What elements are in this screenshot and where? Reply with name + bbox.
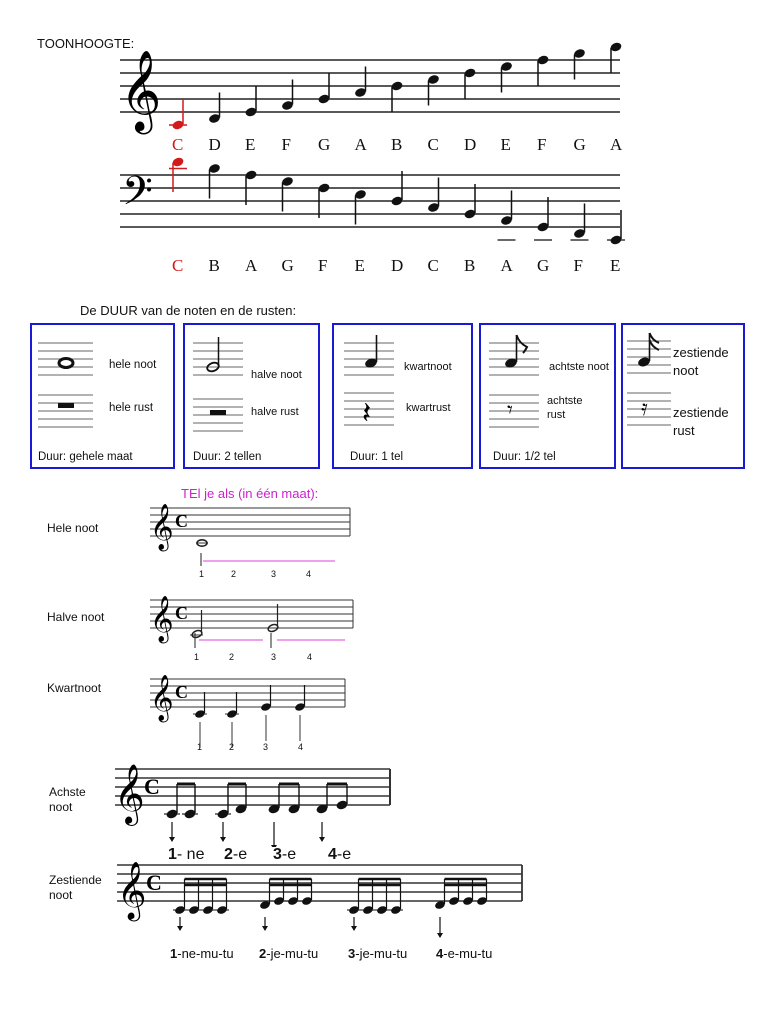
treble-note-name: A — [354, 135, 367, 154]
treble-note-name: C — [172, 135, 184, 154]
duration-box-sixteenth — [621, 323, 745, 469]
treble-note — [463, 67, 476, 99]
row-label-quarter: Kwartnoot — [47, 681, 102, 695]
bass-note-name: E — [610, 256, 621, 275]
bass-note — [317, 182, 330, 218]
sixteenth-note-label-2: noot — [673, 363, 699, 378]
bass-note — [244, 169, 257, 205]
counting-title: TEl je als (in één maat): — [181, 486, 319, 501]
bass-note — [498, 191, 516, 241]
sixteenth-rest-label-1: zestiende — [673, 405, 729, 420]
common-time-icon: C — [144, 774, 160, 799]
bass-note — [571, 204, 589, 241]
count-number: 1 — [199, 569, 205, 579]
eighth-note-label: achtste noot — [549, 361, 609, 373]
bass-note — [427, 178, 440, 214]
row-label-eighth-2: noot — [49, 800, 73, 814]
half-rest-label: halve rust — [251, 406, 299, 418]
bass-note — [607, 210, 625, 246]
eighth-rest-label-1: achtste — [547, 395, 583, 407]
sixteenth-rest-label-2: rust — [673, 423, 695, 438]
treble-clef-icon: 𝄞 — [150, 675, 174, 720]
bass-note-name: G — [281, 256, 294, 275]
eighth-note-pair — [215, 784, 248, 842]
sixteenth-note-group — [434, 879, 488, 938]
bass-note-name: F — [318, 256, 328, 275]
bass-note-name: C — [427, 256, 439, 275]
treble-note-name: A — [610, 135, 623, 154]
treble-clef-icon: 𝄞 — [150, 596, 174, 641]
treble-note-name: B — [391, 135, 403, 154]
count-number: 2 — [229, 652, 235, 662]
whole-note-label: hele noot — [109, 359, 157, 371]
bass-note-name: D — [391, 256, 404, 275]
treble-note-name: D — [208, 135, 221, 154]
bass-note — [169, 156, 187, 192]
bass-note — [390, 171, 403, 207]
treble-note — [317, 73, 330, 105]
count-number: 4 — [306, 569, 312, 579]
bass-note — [534, 197, 552, 240]
treble-note-name: E — [245, 135, 256, 154]
bass-note-name: G — [537, 256, 550, 275]
bass-note-name: A — [245, 256, 258, 275]
count-number: 1 — [197, 742, 203, 752]
treble-note-name: C — [427, 135, 439, 154]
eighth-duration-label: Duur: 1/2 tel — [493, 451, 556, 463]
treble-note-name: F — [537, 135, 547, 154]
sixteenth-note-group — [347, 879, 403, 931]
quarter-note-icon — [364, 335, 378, 369]
pitch-title: TOONHOOGTE: — [37, 36, 135, 51]
treble-clef-icon: 𝄞 — [120, 53, 162, 130]
count-number: 3 — [271, 652, 277, 662]
count-syllable: 3-e — [273, 846, 297, 863]
treble-clef-icon: 𝄞 — [114, 766, 145, 823]
treble-note — [354, 67, 367, 99]
treble-clef-icon: 𝄞 — [150, 504, 174, 549]
bass-note-name: E — [354, 256, 365, 275]
quarter-rest-icon: 𝄽 — [362, 397, 372, 430]
whole-rest-label: hele rust — [109, 402, 154, 414]
count-syllable: 2-e — [224, 846, 248, 863]
row-label-eighth-1: Achste — [49, 785, 86, 799]
bass-note-name: C — [172, 256, 184, 275]
count-number: 3 — [271, 569, 277, 579]
count-number: 2 — [229, 742, 235, 752]
count-number: 4 — [298, 742, 304, 752]
bass-note — [354, 189, 367, 225]
half-rest-icon — [210, 410, 226, 415]
count-syllable: 2-je-mu-tu — [259, 946, 319, 961]
half-duration-label: Duur: 2 tellen — [193, 451, 262, 463]
staff-eighth-notes — [110, 757, 400, 847]
row-label-whole: Hele noot — [47, 521, 99, 535]
sixteenth-rest-icon: 𝄿 — [641, 395, 648, 420]
duration-box-quarter — [332, 323, 473, 469]
eighth-note-icon — [504, 335, 527, 369]
count-syllable: 1- ne — [168, 846, 205, 863]
treble-note — [281, 80, 294, 112]
treble-note — [536, 54, 549, 86]
sixteenth-note-group — [173, 879, 229, 931]
treble-note-name: G — [318, 135, 331, 154]
treble-note-name: G — [573, 135, 586, 154]
common-time-icon: C — [175, 511, 188, 531]
count-number: 4 — [307, 652, 313, 662]
count-syllable: 1-ne-mu-tu — [170, 946, 234, 961]
eighth-rest-icon: 𝄾 — [507, 397, 513, 422]
treble-note — [609, 41, 622, 73]
count-number: 2 — [231, 569, 237, 579]
staff-sixteenth-notes — [112, 855, 532, 945]
treble-note — [390, 80, 403, 112]
whole-rest-icon — [58, 403, 74, 408]
sixteenth-note-icon — [637, 333, 659, 368]
treble-note-name: F — [281, 135, 291, 154]
count-syllable: 4-e-mu-tu — [436, 946, 493, 961]
bass-note-name: B — [464, 256, 476, 275]
eighth-rest-label-2: rust — [547, 409, 566, 421]
common-time-icon: C — [175, 682, 188, 702]
common-time-icon: C — [175, 603, 188, 623]
count-syllable: 3-je-mu-tu — [348, 946, 408, 961]
bass-note — [463, 184, 476, 220]
treble-note — [208, 93, 221, 125]
bass-note — [208, 163, 221, 199]
common-time-icon: C — [146, 870, 162, 895]
count-number: 1 — [194, 652, 200, 662]
treble-note — [169, 99, 187, 131]
quarter-rest-label: kwartrust — [406, 402, 451, 414]
bass-note-name: F — [573, 256, 583, 275]
sixteenth-note-label-1: zestiende — [673, 345, 729, 360]
whole-note-icon — [59, 359, 73, 368]
count-number: 3 — [263, 742, 269, 752]
sixteenth-note-group — [259, 879, 313, 931]
treble-note — [573, 48, 586, 80]
treble-note — [427, 74, 440, 106]
eighth-note-pair — [164, 784, 198, 842]
eighth-note-pair — [267, 784, 300, 847]
staff-whole-note — [145, 498, 355, 588]
eighth-note-pair — [315, 784, 348, 842]
count-syllable: 4-e — [328, 846, 352, 863]
duration-box-whole — [30, 323, 175, 469]
bass-note — [281, 176, 294, 212]
duration-box-half — [183, 323, 320, 469]
whole-duration-label: Duur: gehele maat — [38, 451, 133, 463]
treble-note — [500, 61, 513, 93]
bass-clef-icon: 𝄢 — [122, 170, 153, 223]
treble-note-name: D — [464, 135, 477, 154]
bass-note-name: B — [208, 256, 220, 275]
bass-note-name: A — [500, 256, 513, 275]
treble-clef-icon: 𝄞 — [117, 862, 147, 918]
staff-half-notes — [145, 590, 360, 665]
quarter-note-label: kwartnoot — [404, 361, 452, 373]
treble-note-name: E — [500, 135, 511, 154]
row-label-half: Halve noot — [47, 610, 105, 624]
duration-title: De DUUR van de noten en de rusten: — [80, 303, 297, 318]
quarter-duration-label: Duur: 1 tel — [350, 451, 404, 463]
treble-note — [244, 86, 257, 118]
row-label-sixteenth-1: Zestiende — [49, 873, 102, 887]
treble-staff — [110, 40, 630, 280]
half-note-label: halve noot — [251, 369, 302, 381]
row-label-sixteenth-2: noot — [49, 888, 73, 902]
duration-box-eighth — [479, 323, 616, 469]
staff-quarter-notes — [145, 669, 355, 754]
